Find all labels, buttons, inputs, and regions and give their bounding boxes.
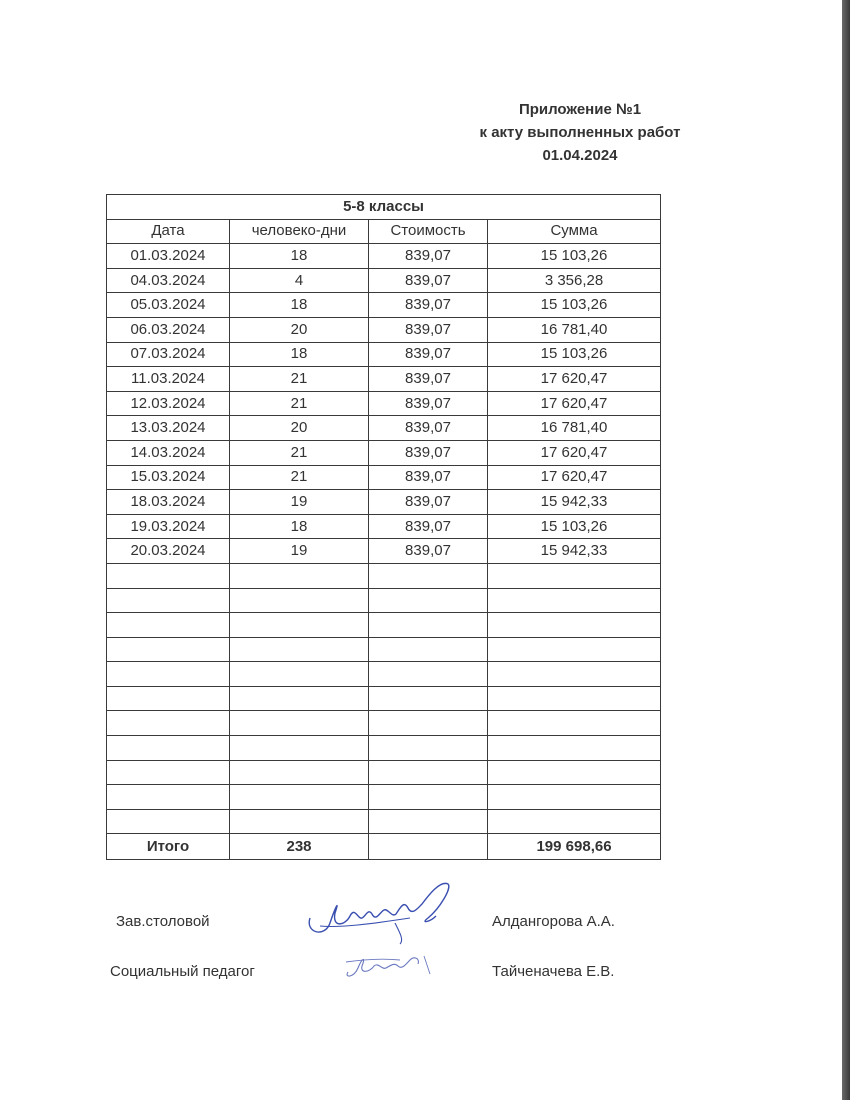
cell-cost: 839,07 [369,416,488,441]
table-row [107,367,661,392]
cell-sum: 3 356,28 [488,268,661,293]
cell-date: 20.03.2024 [107,539,230,564]
cell-date: 05.03.2024 [107,293,230,318]
table-title: 5-8 классы [107,195,661,220]
cell-cost: 839,07 [369,342,488,367]
column-header-date: Дата [107,219,230,244]
handwritten-signature-icon [300,878,460,948]
cell-date: 15.03.2024 [107,465,230,490]
cell-sum: 15 103,26 [488,244,661,269]
cell-sum: 15 942,33 [488,490,661,515]
cell-person-days: 20 [230,416,369,441]
cell-sum: 15 103,26 [488,293,661,318]
table-header-row [107,219,661,244]
empty-row [107,711,661,736]
table-row [107,490,661,515]
appendix-subtitle: к акту выполненных работ [479,124,681,141]
table-row [107,465,661,490]
cell-cost: 839,07 [369,317,488,342]
cell-date: 07.03.2024 [107,342,230,367]
appendix-title: Приложение №1 [518,101,642,118]
signer-role: Социальный педагог [110,963,255,980]
cell-cost: 839,07 [369,440,488,465]
table-row [107,539,661,564]
meals-table [106,194,661,860]
cell-cost: 839,07 [369,293,488,318]
empty-row [107,588,661,613]
table-row [107,514,661,539]
cell-person-days: 4 [230,268,369,293]
signer-name: Тайченачева Е.В. [492,963,615,980]
cell-date: 12.03.2024 [107,391,230,416]
cell-person-days: 21 [230,440,369,465]
total-person-days: 238 [230,834,369,860]
cell-person-days: 19 [230,539,369,564]
document-header [430,98,730,167]
cell-sum: 17 620,47 [488,367,661,392]
empty-row [107,662,661,687]
empty-row [107,809,661,834]
cell-person-days: 21 [230,367,369,392]
cell-sum: 17 620,47 [488,465,661,490]
cell-sum: 15 103,26 [488,514,661,539]
cell-date: 18.03.2024 [107,490,230,515]
cell-date: 11.03.2024 [107,367,230,392]
cell-cost: 839,07 [369,244,488,269]
cell-person-days: 18 [230,514,369,539]
cell-sum: 16 781,40 [488,416,661,441]
column-header-sum: Сумма [488,219,661,244]
cell-cost: 839,07 [369,391,488,416]
cell-sum: 17 620,47 [488,440,661,465]
empty-row [107,785,661,810]
cell-date: 19.03.2024 [107,514,230,539]
table-row [107,268,661,293]
cell-cost: 839,07 [369,268,488,293]
cell-person-days: 18 [230,244,369,269]
cell-date: 13.03.2024 [107,416,230,441]
cell-person-days: 20 [230,317,369,342]
cell-cost: 839,07 [369,465,488,490]
table-title-row [107,195,661,220]
empty-row [107,637,661,662]
cell-cost: 839,07 [369,539,488,564]
cell-sum: 16 781,40 [488,317,661,342]
handwritten-signature-icon [340,948,440,982]
cell-person-days: 21 [230,391,369,416]
cell-cost: 839,07 [369,490,488,515]
total-label: Итого [107,834,230,860]
cell-cost: 839,07 [369,367,488,392]
signer-role: Зав.столовой [116,913,210,930]
total-sum: 199 698,66 [488,834,661,860]
total-cost [369,834,488,860]
column-header-cost: Стоимость [369,219,488,244]
table-row [107,391,661,416]
table-row [107,342,661,367]
cell-date: 06.03.2024 [107,317,230,342]
appendix-date: 01.04.2024 [542,147,618,164]
table-row [107,244,661,269]
empty-row [107,563,661,588]
cell-person-days: 18 [230,342,369,367]
cell-date: 14.03.2024 [107,440,230,465]
empty-row [107,686,661,711]
cell-person-days: 21 [230,465,369,490]
cell-sum: 17 620,47 [488,391,661,416]
total-row [107,834,661,860]
cell-date: 04.03.2024 [107,268,230,293]
empty-row [107,613,661,638]
table-row [107,440,661,465]
empty-row [107,736,661,761]
cell-sum: 15 103,26 [488,342,661,367]
empty-row [107,760,661,785]
table-row [107,293,661,318]
table-row [107,416,661,441]
signer-name: Алдангорова А.А. [492,913,615,930]
table-row [107,317,661,342]
cell-person-days: 18 [230,293,369,318]
column-header-person-days: человеко-дни [230,219,369,244]
cell-person-days: 19 [230,490,369,515]
cell-cost: 839,07 [369,514,488,539]
scan-edge-strip [842,0,850,1100]
cell-date: 01.03.2024 [107,244,230,269]
cell-sum: 15 942,33 [488,539,661,564]
